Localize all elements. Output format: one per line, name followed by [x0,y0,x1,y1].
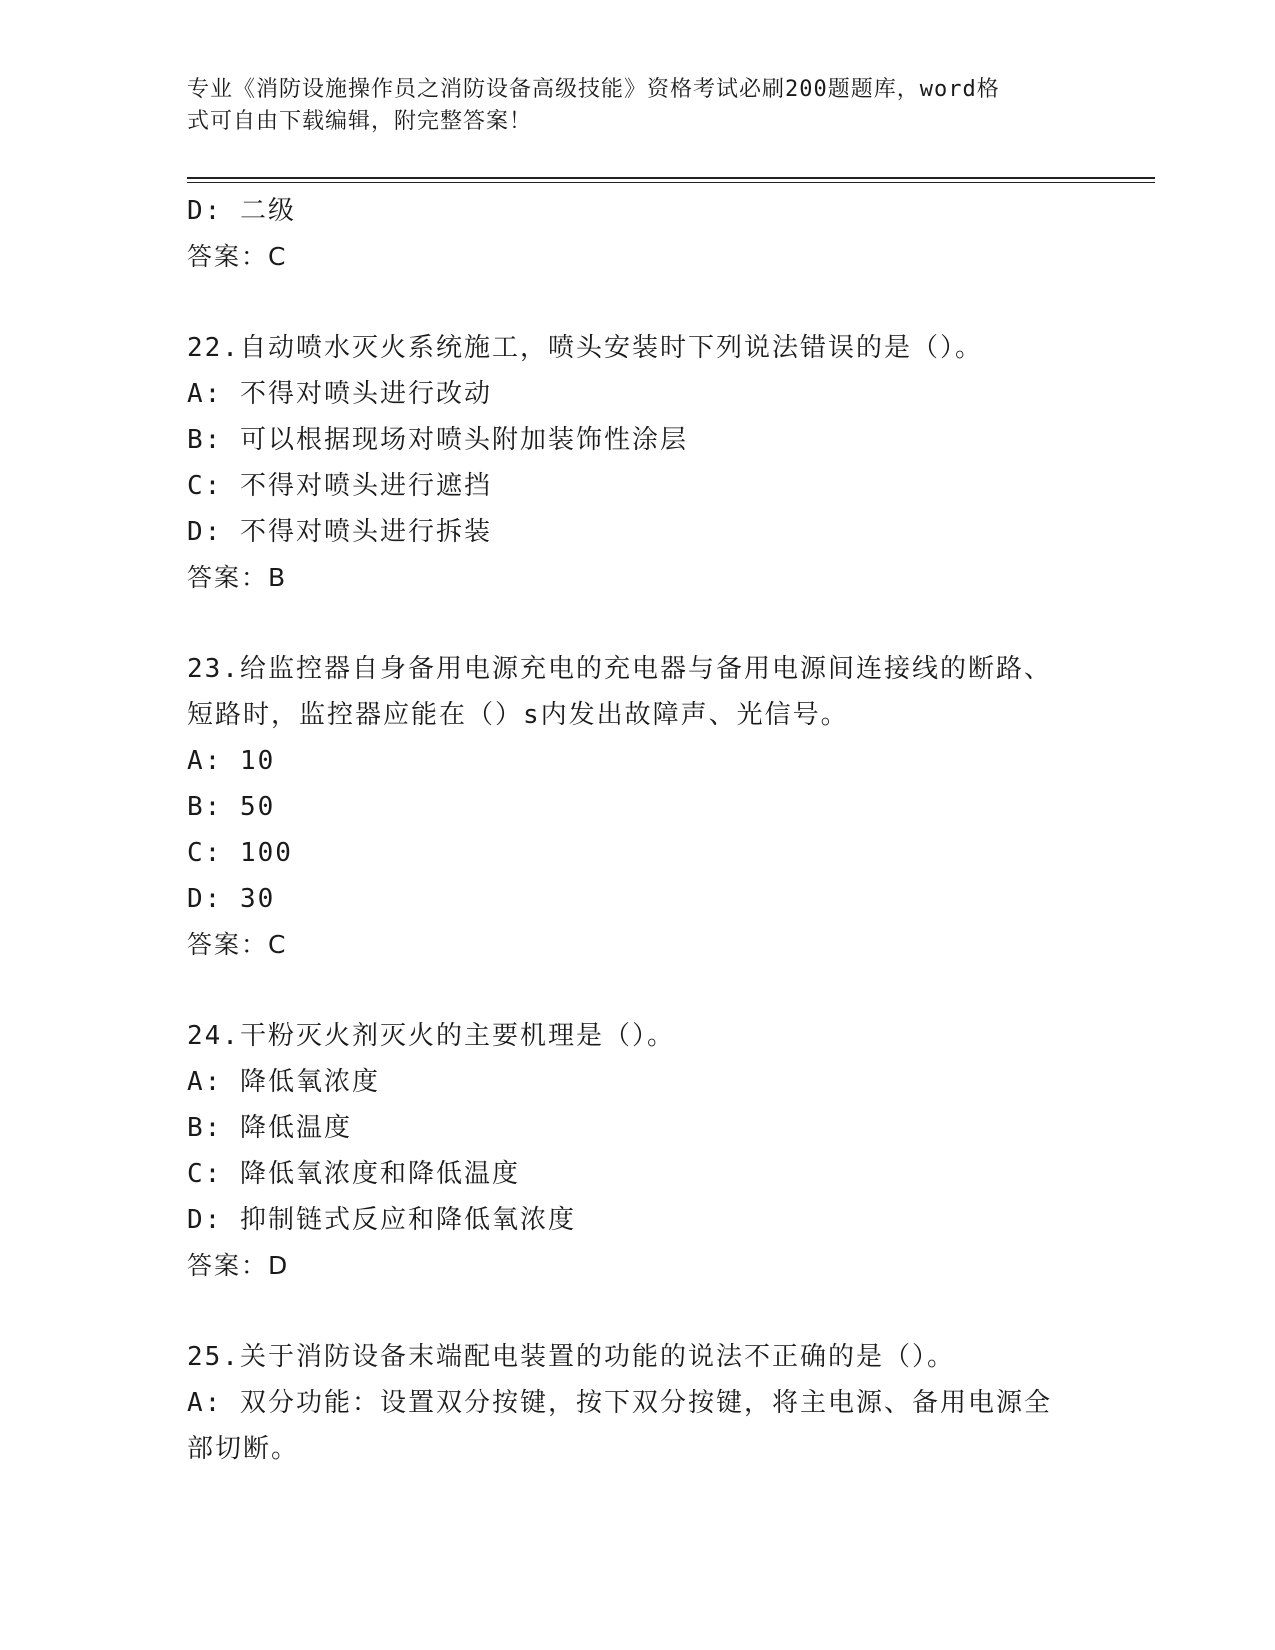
option-d: D: 不得对喷头进行拆装 [187,517,492,547]
option-b: B: 降低温度 [187,1113,352,1143]
question-stem-line-1: 23.给监控器自身备用电源充电的充电器与备用电源间连接线的断路、 [187,654,1052,684]
option-d: D: 抑制链式反应和降低氧浓度 [187,1205,576,1235]
header-line-1: 专业《消防设施操作员之消防设备高级技能》资格考试必刷200题题库，word格 [187,77,1000,102]
answer-line: 答案：D [187,1251,290,1280]
question-stem: 24.干粉灭火剂灭火的主要机理是（）。 [187,1021,675,1051]
question-stem: 22.自动喷水灭火系统施工，喷头安装时下列说法错误的是（）。 [187,333,983,363]
option-a: A: 10 [187,746,276,776]
option-d: D: 30 [187,884,276,914]
header-divider-thin [187,182,1155,183]
document-body [187,188,1087,1472]
option-c: C: 不得对喷头进行遮挡 [187,471,492,501]
option-b: B: 50 [187,792,276,822]
option-b: B: 可以根据现场对喷头附加装饰性涂层 [187,425,688,455]
option-d: D: 二级 [187,196,296,226]
question-stem-line-2: 短路时，监控器应能在（）s内发出故障声、光信号。 [187,700,849,730]
option-a-continued: 部切断。 [187,1434,300,1464]
option-a: A: 双分功能：设置双分按键，按下双分按键，将主电源、备用电源全 [187,1388,1052,1418]
option-c: C: 100 [187,838,293,868]
answer-line: 答案：C [187,930,288,959]
document-header [187,74,1077,138]
spacer [187,1289,1087,1334]
spacer [187,601,1087,646]
spacer [187,280,1087,325]
option-a: A: 不得对喷头进行改动 [187,379,492,409]
question-stem: 25.关于消防设备末端配电装置的功能的说法不正确的是（）。 [187,1342,955,1372]
answer-line: 答案：B [187,563,288,592]
header-line-2: 式可自由下载编辑，附完整答案！ [187,109,533,134]
answer-line: 答案：C [187,242,288,271]
header-divider-thick [187,177,1155,179]
option-a: A: 降低氧浓度 [187,1067,380,1097]
spacer [187,968,1087,1013]
option-c: C: 降低氧浓度和降低温度 [187,1159,520,1189]
